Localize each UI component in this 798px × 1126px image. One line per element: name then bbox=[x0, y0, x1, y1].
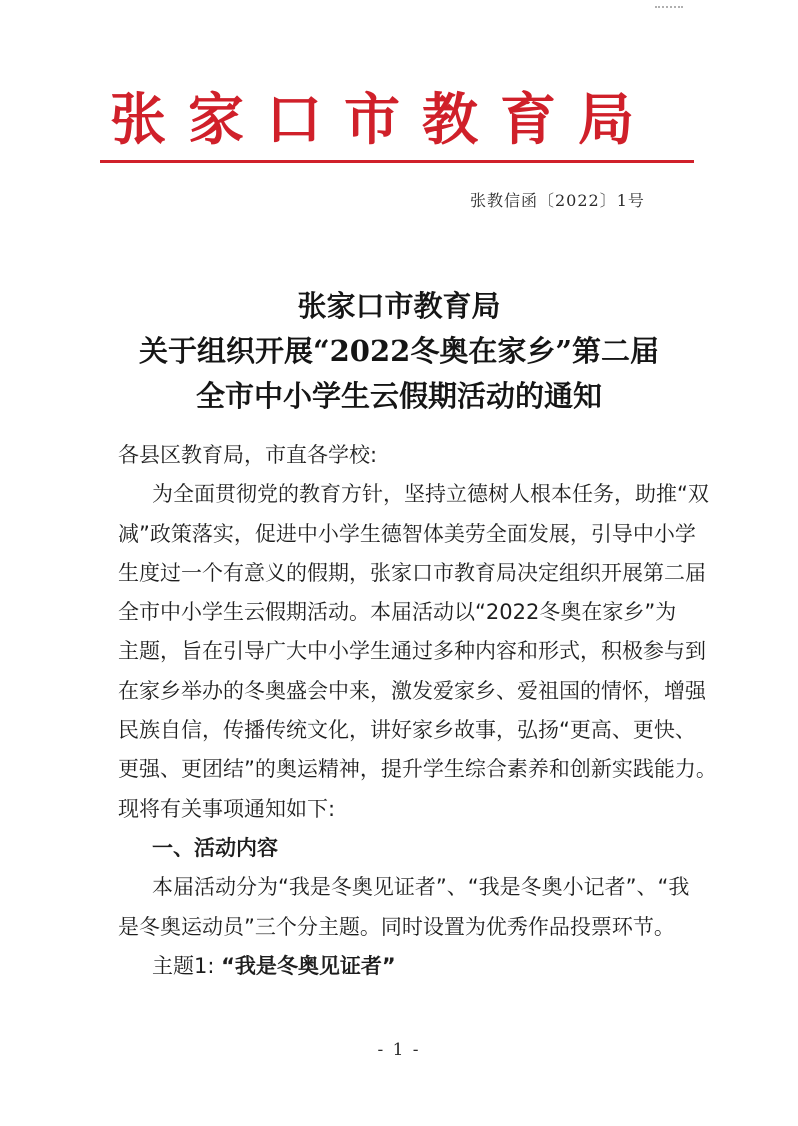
page-number: - 1 - bbox=[377, 1040, 421, 1060]
paragraph-line: 主题，旨在引导广大中小学生通过多种内容和形式，积极参与到 bbox=[118, 639, 706, 664]
paragraph-line: 民族自信，传播传统文化，讲好家乡故事，弘扬“更高、更快、 bbox=[118, 718, 696, 743]
paragraph-line: 为全面贯彻党的教育方针，坚持立德树人根本任务，助推“双 bbox=[152, 482, 709, 507]
theme-heading bbox=[118, 947, 698, 986]
paragraph-line: 现将有关事项通知如下: bbox=[118, 796, 336, 821]
red-header-rule bbox=[100, 160, 694, 163]
issuing-authority-header: 张家口市教育局 bbox=[110, 88, 656, 153]
title-line-3: 全市中小学生云假期活动的通知 bbox=[195, 379, 602, 413]
title-line-2: 关于组织开展“2022冬奥在家乡”第二届 bbox=[138, 334, 660, 368]
paragraph-line: 全市中小学生云假期活动。本届活动以“2022冬奥在家乡”为 bbox=[118, 600, 677, 625]
paragraph-line: 更强、更团结”的奥运精神，提升学生综合素养和创新实践能力。 bbox=[118, 757, 717, 782]
paragraph-line: 减”政策落实，促进中小学生德智体美劳全面发展，引导中小学 bbox=[118, 521, 696, 546]
scan-artifact bbox=[655, 6, 683, 18]
paragraph-line: 本届活动分为“我是冬奥见证者”、“我是冬奥小记者”、“我 bbox=[152, 875, 690, 900]
salutation: 各县区教育局，市直各学校: bbox=[118, 443, 378, 467]
notice-title bbox=[60, 284, 738, 419]
section-heading: 一、活动内容 bbox=[152, 835, 278, 860]
title-line-1: 张家口市教育局 bbox=[297, 289, 501, 323]
paragraph-line: 生度过一个有意义的假期，张家口市教育局决定组织开展第二届 bbox=[118, 560, 706, 585]
document-number: 张教信函〔2022〕1号 bbox=[470, 191, 645, 210]
theme-number: 主题1: bbox=[152, 953, 215, 978]
notice-body bbox=[118, 436, 717, 986]
paragraph-line: 是冬奥运动员”三个分主题。同时设置为优秀作品投票环节。 bbox=[118, 914, 675, 939]
paragraph-line: 在家乡举办的冬奥盛会中来，激发爱家乡、爱祖国的情怀，增强 bbox=[118, 678, 706, 703]
theme-title: “我是冬奥见证者” bbox=[221, 953, 396, 978]
